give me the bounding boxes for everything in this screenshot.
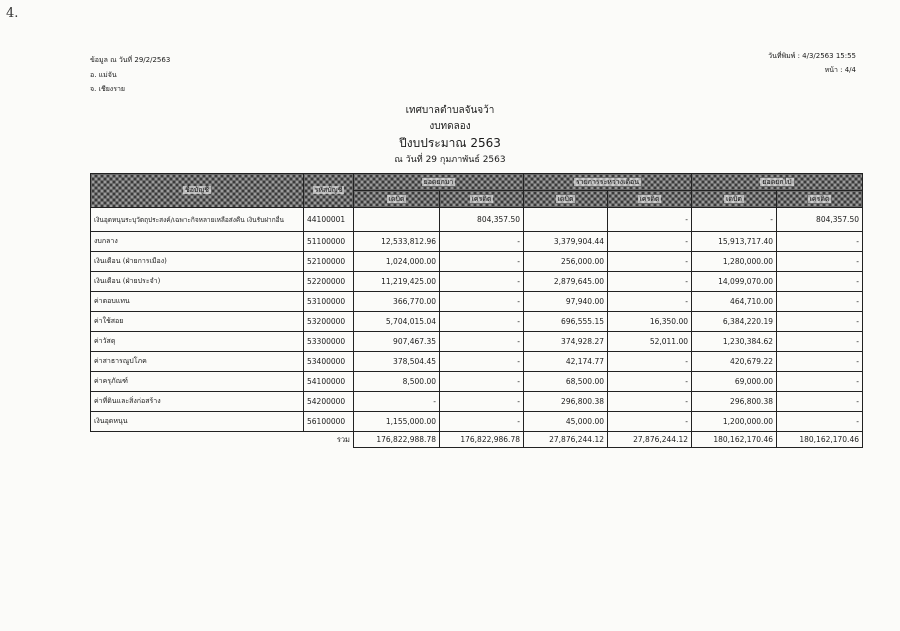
header-bf-debit: เดบิต <box>354 191 440 208</box>
bf-debit-cell: 12,533,812.96 <box>354 232 440 252</box>
cf-credit-cell: - <box>777 272 863 292</box>
header-bf-credit: เครดิต <box>440 191 524 208</box>
bf-credit-cell: - <box>440 272 524 292</box>
account-code-cell: 53100000 <box>304 292 354 312</box>
total-cf-debit: 180,162,170.46 <box>692 432 777 448</box>
page-handwritten-mark: 4. <box>6 6 19 21</box>
cf-debit-cell: 1,280,000.00 <box>692 252 777 272</box>
bf-debit-cell: 907,467.35 <box>354 332 440 352</box>
total-m-credit: 27,876,244.12 <box>608 432 692 448</box>
table-row <box>91 352 863 372</box>
m-credit-cell: - <box>608 372 692 392</box>
header-m-debit: เดบิต <box>524 191 608 208</box>
m-credit-cell: - <box>608 272 692 292</box>
trial-balance-table <box>90 173 863 448</box>
cf-credit-cell: - <box>777 332 863 352</box>
bf-debit-cell: 11,219,425.00 <box>354 272 440 292</box>
account-name-cell: ค่าครุภัณฑ์ <box>91 372 304 392</box>
m-credit-cell: - <box>608 252 692 272</box>
total-m-debit: 27,876,244.12 <box>524 432 608 448</box>
bf-credit-cell: - <box>440 252 524 272</box>
cf-debit-cell: 420,679.22 <box>692 352 777 372</box>
m-debit-cell: 45,000.00 <box>524 412 608 432</box>
bf-debit-cell: 8,500.00 <box>354 372 440 392</box>
header-account-name: ชื่อบัญชี <box>91 174 304 208</box>
total-label: รวม <box>336 434 350 444</box>
cf-credit-cell: 804,357.50 <box>777 208 863 232</box>
header-account-code: รหัสบัญชี <box>304 174 354 208</box>
m-credit-cell: - <box>608 232 692 252</box>
cf-debit-cell: 15,913,717.40 <box>692 232 777 252</box>
m-debit-cell: 696,555.15 <box>524 312 608 332</box>
m-debit-cell: 374,928.27 <box>524 332 608 352</box>
m-debit-cell: 2,879,645.00 <box>524 272 608 292</box>
bf-credit-cell: - <box>440 332 524 352</box>
bf-credit-cell: - <box>440 292 524 312</box>
bf-debit-cell: 1,155,000.00 <box>354 412 440 432</box>
header-cf-credit: เครดิต <box>777 191 863 208</box>
bf-credit-cell: - <box>440 392 524 412</box>
account-name-cell: ค่าสาธารณูปโภค <box>91 352 304 372</box>
table-row <box>91 272 863 292</box>
m-credit-cell: - <box>608 352 692 372</box>
header-print-date: วันที่พิมพ์ : 4/3/2563 15:55 <box>768 52 856 60</box>
total-row <box>91 432 863 448</box>
cf-debit-cell: 69,000.00 <box>692 372 777 392</box>
header-data-as-of: ข้อมูล ณ วันที่ 29/2/2563 <box>90 56 171 64</box>
m-credit-cell: - <box>608 292 692 312</box>
report-organization: เทศบาลตำบลจันจว้า <box>405 105 495 116</box>
account-name-cell: เงินเดือน (ฝ่ายประจำ) <box>91 272 304 292</box>
cf-debit-cell: - <box>692 208 777 232</box>
table-row <box>91 208 863 232</box>
bf-credit-cell: - <box>440 412 524 432</box>
header-cf-debit: เดบิต <box>692 191 777 208</box>
account-code-cell: 53300000 <box>304 332 354 352</box>
bf-debit-cell: 378,504.45 <box>354 352 440 372</box>
m-debit-cell: 97,940.00 <box>524 292 608 312</box>
account-name-cell: เงินอุดหนุน <box>91 412 304 432</box>
table-row <box>91 292 863 312</box>
m-debit-cell: 3,379,904.44 <box>524 232 608 252</box>
cf-credit-cell: - <box>777 292 863 312</box>
m-credit-cell: - <box>608 392 692 412</box>
account-code-cell: 51100000 <box>304 232 354 252</box>
header-m-credit: เครดิต <box>608 191 692 208</box>
cf-credit-cell: - <box>777 372 863 392</box>
table-row <box>91 332 863 352</box>
report-as-of-date: ณ วันที่ 29 กุมภาพันธ์ 2563 <box>394 155 506 165</box>
m-credit-cell: 52,011.00 <box>608 332 692 352</box>
cf-debit-cell: 296,800.38 <box>692 392 777 412</box>
account-name-cell: ค่าวัสดุ <box>91 332 304 352</box>
total-bf-credit: 176,822,986.78 <box>440 432 524 448</box>
cf-credit-cell: - <box>777 312 863 332</box>
account-name-cell: ค่าที่ดินและสิ่งก่อสร้าง <box>91 392 304 412</box>
m-credit-cell: 16,350.00 <box>608 312 692 332</box>
m-debit-cell: 42,174.77 <box>524 352 608 372</box>
m-credit-cell: - <box>608 208 692 232</box>
table-row <box>91 412 863 432</box>
total-cf-credit: 180,162,170.46 <box>777 432 863 448</box>
header-brought-forward: ยอดยกมา <box>354 174 524 191</box>
cf-credit-cell: - <box>777 352 863 372</box>
bf-credit-cell: - <box>440 372 524 392</box>
table-row <box>91 392 863 412</box>
cf-debit-cell: 464,710.00 <box>692 292 777 312</box>
cf-debit-cell: 6,384,220.19 <box>692 312 777 332</box>
account-code-cell: 52100000 <box>304 252 354 272</box>
cf-debit-cell: 1,200,000.00 <box>692 412 777 432</box>
account-code-cell: 53400000 <box>304 352 354 372</box>
cf-credit-cell: - <box>777 412 863 432</box>
cf-debit-cell: 14,099,070.00 <box>692 272 777 292</box>
account-code-cell: 52200000 <box>304 272 354 292</box>
bf-credit-cell: - <box>440 352 524 372</box>
header-district: อ. แม่จัน <box>90 71 117 79</box>
table-row <box>91 312 863 332</box>
cf-credit-cell: - <box>777 232 863 252</box>
bf-debit-cell: 1,024,000.00 <box>354 252 440 272</box>
bf-debit-cell <box>354 208 440 232</box>
bf-credit-cell: 804,357.50 <box>440 208 524 232</box>
account-name-cell: งบกลาง <box>91 232 304 252</box>
total-bf-debit: 176,822,988.78 <box>354 432 440 448</box>
header-this-month: รายการระหว่างเดือน <box>524 174 692 191</box>
m-credit-cell: - <box>608 412 692 432</box>
m-debit-cell <box>524 208 608 232</box>
header-province: จ. เชียงราย <box>90 85 126 93</box>
bf-credit-cell: - <box>440 232 524 252</box>
bf-debit-cell: - <box>354 392 440 412</box>
m-debit-cell: 68,500.00 <box>524 372 608 392</box>
m-debit-cell: 256,000.00 <box>524 252 608 272</box>
account-code-cell: 56100000 <box>304 412 354 432</box>
account-code-cell: 44100001 <box>304 208 354 232</box>
account-name-cell: ค่าตอบแทน <box>91 292 304 312</box>
bf-credit-cell: - <box>440 312 524 332</box>
account-code-cell: 54200000 <box>304 392 354 412</box>
header-carried-forward: ยอดยกไป <box>692 174 863 191</box>
bf-debit-cell: 5,704,015.04 <box>354 312 440 332</box>
header-page-number: หน้า : 4/4 <box>824 66 856 74</box>
account-code-cell: 53200000 <box>304 312 354 332</box>
account-code-cell: 54100000 <box>304 372 354 392</box>
account-name-cell: ค่าใช้สอย <box>91 312 304 332</box>
report-title: งบทดลอง <box>429 121 471 132</box>
bf-debit-cell: 366,770.00 <box>354 292 440 312</box>
table-row <box>91 232 863 252</box>
table-row <box>91 372 863 392</box>
cf-credit-cell: - <box>777 392 863 412</box>
report-fiscal-year: ปีงบประมาณ 2563 <box>399 136 501 150</box>
m-debit-cell: 296,800.38 <box>524 392 608 412</box>
account-name-cell: เงินอุดหนุนระบุวัตถุประสงค์/เฉพาะกิจหลายเหลือส่งคืน เงินรับฝากอื่น <box>91 208 304 232</box>
account-name-cell: เงินเดือน (ฝ่ายการเมือง) <box>91 252 304 272</box>
cf-debit-cell: 1,230,384.62 <box>692 332 777 352</box>
cf-credit-cell: - <box>777 252 863 272</box>
table-row <box>91 252 863 272</box>
